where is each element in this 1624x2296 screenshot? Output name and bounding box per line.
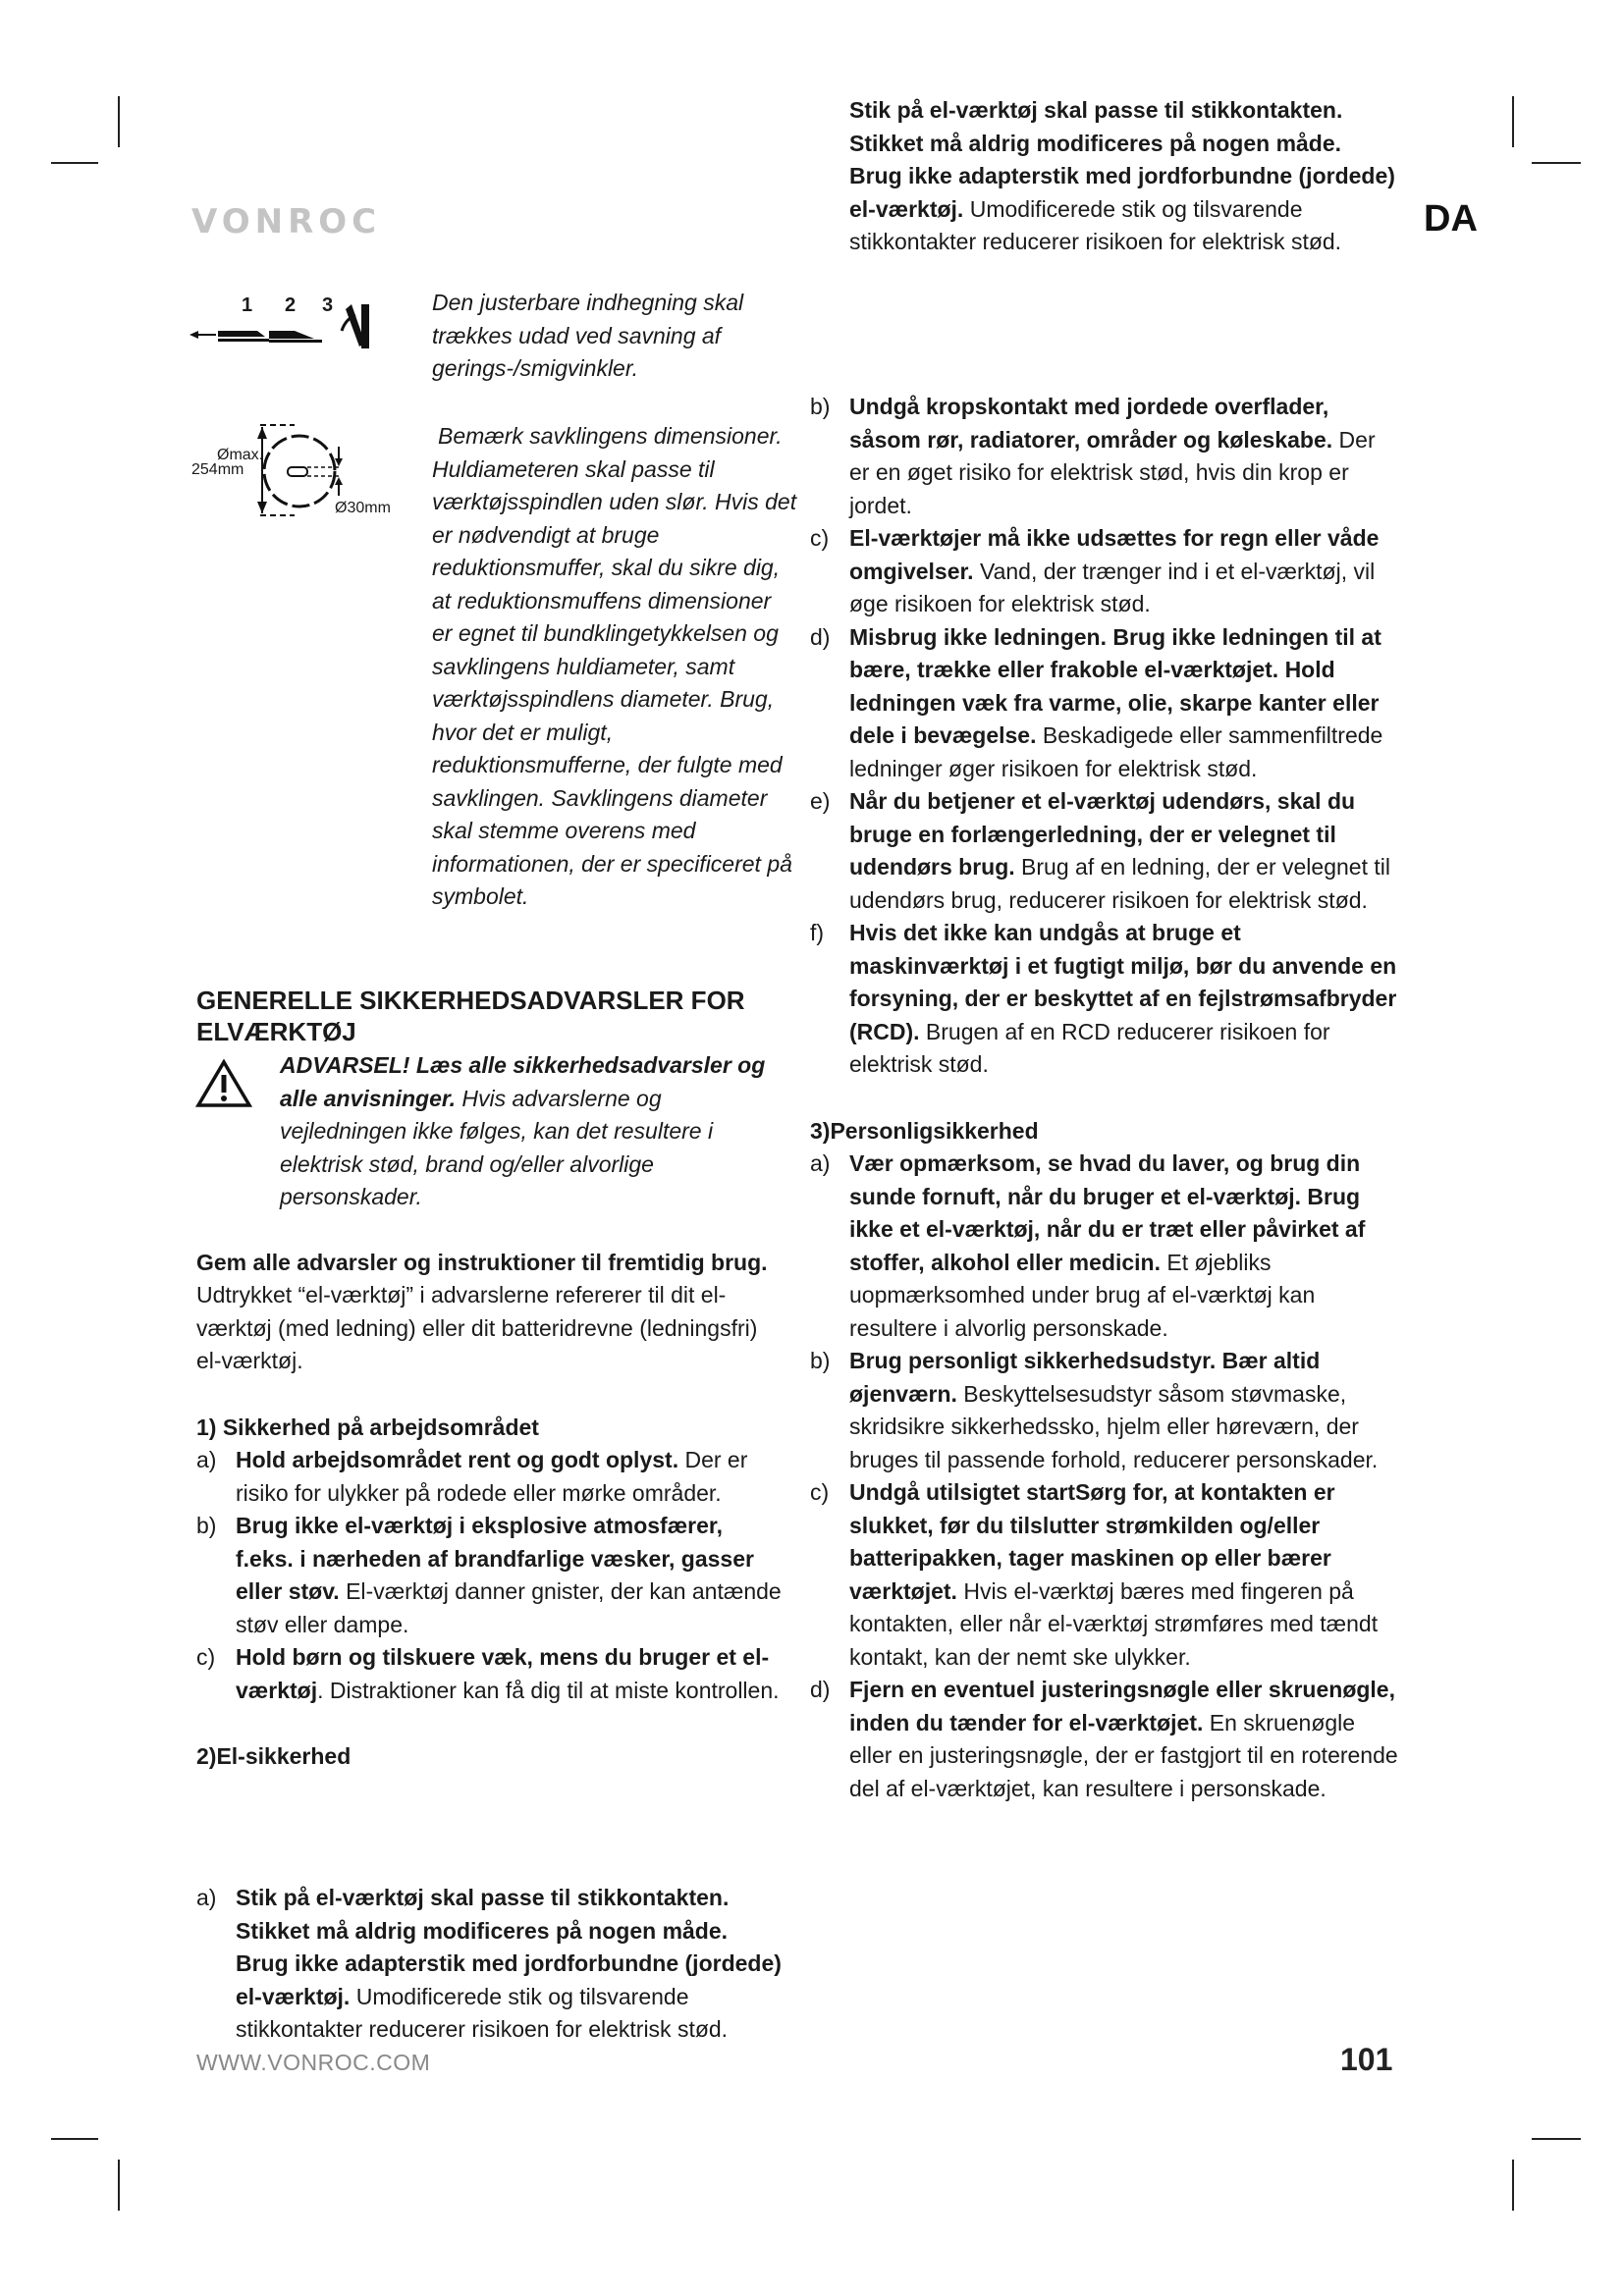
item-label: c): [810, 525, 830, 551]
list-item: [196, 1882, 785, 2047]
item-text: Brugen af en RCD reducerer risikoen for elektrisk stød.: [849, 1018, 1330, 1077]
crop-mark: [51, 2138, 98, 2140]
item-text: Der er en øget risiko for elektrisk stød, hvis din krop er jordet.: [849, 426, 1376, 518]
item-text: Beskyttelsesudstyr såsom støvmaske, skridsikre sikkerhedssko, hjelm eller høreværn, der bruges til passende forhold, reducerer personskader.: [849, 1380, 1379, 1472]
fence-step-2: 2: [285, 294, 297, 316]
warning-bold: ADVARSEL! Læs alle sikkerhedsadvarsler og alle anvisninger.: [280, 1052, 766, 1111]
fence-instructions: [432, 287, 797, 386]
footer-url[interactable]: WWW.VONROC.COM: [196, 2050, 431, 2075]
item-label: a): [196, 1447, 217, 1472]
fence-text: Den justerbare indhegning skal trækkes udad ved savning af gerings-/smigvinkler.: [432, 290, 744, 381]
item-label: c): [810, 1479, 830, 1505]
fence-icon: [187, 290, 412, 358]
item-label: a): [196, 1885, 217, 1910]
left-column: [196, 985, 785, 1774]
item-label: c): [196, 1644, 216, 1670]
left-column-continuation: [196, 1882, 785, 2042]
bore-diameter-label: Ø30mm: [335, 500, 391, 516]
list-item: [196, 1641, 785, 1707]
list-item-continued: [810, 94, 1399, 259]
list-item: [810, 1345, 1399, 1476]
item-label: b): [810, 1348, 831, 1373]
item-text: Brug af en ledning, der er velegnet til udendørs brug, reducerer risikoen for elektrisk stød.: [849, 854, 1390, 913]
warning-block: [196, 1049, 785, 1214]
blade-instructions: [432, 420, 797, 914]
section-heading: GENERELLE SIKKERHEDSADVARSLER FOR ELVÆRKTØJ: [196, 986, 745, 1046]
item-bold: Stik på el-værktøj skal passe til stikkontakten. Stikket må aldrig modificeres på nogen måde. Brug ikke adapterstik med jordforbundne (jordede) el-værktøj.: [849, 97, 1395, 222]
item-label: d): [810, 1677, 831, 1702]
item-bold: Hold arbejdsområdet rent og godt oplyst.: [236, 1447, 679, 1472]
item-bold: El-værktøjer må ikke udsættes for regn eller våde omgivelser.: [849, 525, 1380, 584]
item-label: a): [810, 1150, 831, 1176]
list-item: [810, 522, 1399, 621]
item-bold: Fjern en eventuel justeringsnøgle eller skruenøgle, inden du tænder for el-værktøjet.: [849, 1677, 1395, 1735]
item-text: El-værktøj danner gnister, der kan antænde støv eller dampe.: [236, 1578, 782, 1637]
warning-icon: [196, 1059, 251, 1108]
language-code: DA: [1424, 198, 1478, 240]
list-item: [196, 1510, 785, 1641]
item-bold: Misbrug ikke ledningen. Brug ikke ledningen til at bære, trække eller frakoble el-værktøjet. Hold ledningen væk fra varme, olie, skarpe kanter eller dele i bevægelse.: [849, 623, 1381, 748]
item-label: d): [810, 623, 831, 650]
crop-mark: [1512, 96, 1514, 147]
item-bold: Undgå kropskontakt med jordede overflader, såsom rør, radiatorer, områder og køleskabe.: [849, 394, 1333, 453]
list-item: [810, 785, 1399, 917]
blade-max-value: 254mm: [191, 461, 244, 478]
item-bold: Hvis det ikke kan undgås at bruge et maskinværktøj i et fugtigt miljø, bør du anvende en forsyning, der er beskyttet af en fejlstrømsafbryder (RCD).: [849, 920, 1397, 1044]
item-continuation: [810, 97, 1399, 291]
item-bold: Stik på el-værktøj skal passe til stikkontakten. Stikket må aldrig modificeres på nogen måde. Brug ikke adapterstik med jordforbundne (jordede) el-værktøj.: [236, 1885, 782, 2009]
item-bold: Brug ikke el-værktøj i eksplosive atmosfærer, f.eks. i nærheden af brandfarlige væsker, gasser eller støv.: [236, 1513, 754, 1604]
item-bold: Undgå utilsigtet startSørg for, at kontakten er slukket, før du tilslutter strømkilden og/eller batteripakken, tager maskinen op eller bærer værktøjet.: [849, 1479, 1335, 1604]
section2-title: 2)El-sikkerhed: [196, 1743, 352, 1769]
item-bold: Brug personligt sikkerhedsudstyr. Bær altid øjenværn.: [849, 1348, 1321, 1407]
list-item: [810, 1674, 1399, 1805]
list-item: [810, 1476, 1399, 1674]
fence-step-1: 1: [242, 294, 253, 316]
keep-instructions-heading: Gem alle advarsler og instruktioner til fremtidig brug.: [196, 1249, 768, 1275]
list-item: [810, 391, 1399, 522]
section1-title: 1) Sikkerhed på arbejdsområdet: [196, 1414, 539, 1440]
item-label: e): [810, 788, 831, 814]
blade-dimension-figure: [191, 417, 417, 525]
crop-mark: [118, 96, 120, 147]
item-bold: Hold børn og tilskuere væk, mens du bruger et el-værktøj: [236, 1644, 770, 1703]
list-item: [196, 1444, 785, 1510]
warning-text: Hvis advarslerne og vejledningen ikke følges, kan det resultere i elektrisk stød, brand og/eller alvorlige personskader.: [280, 1085, 714, 1209]
section3-title: 3)Personligsikkerhed: [810, 1117, 1039, 1144]
list-item: [810, 917, 1399, 1082]
item-text: En skruenøgle eller en justeringsnøgle, der er fastgjort til en roterende del af el-værktøjet, kan resultere i personskade.: [849, 1709, 1398, 1801]
brand-logo: VONROC: [191, 202, 382, 241]
crop-mark: [118, 2160, 120, 2211]
crop-mark: [1532, 162, 1581, 164]
item-text: Vand, der trænger ind i et el-værktøj, vil øge risikoen for elektrisk stød.: [849, 558, 1376, 616]
crop-mark: [1532, 2138, 1581, 2140]
item-text: Der er risiko for ulykker på rodede eller mørke områder.: [236, 1447, 748, 1506]
item-label: b): [196, 1513, 217, 1538]
fence-figure: [187, 290, 412, 358]
blade-max-label: Ømax.: [217, 447, 264, 463]
list-item: [810, 621, 1399, 786]
item-label: b): [810, 394, 831, 419]
crop-mark: [1512, 2160, 1514, 2211]
item-text: Et øjebliks uopmærksomhed under brug af el-værktøj kan resultere i alvorlig personskade.: [849, 1249, 1316, 1341]
right-column: [810, 97, 1399, 1805]
item-text: . Distraktioner kan få dig til at miste kontrollen.: [317, 1677, 780, 1703]
fence-step-3: 3: [322, 294, 334, 316]
crop-mark: [51, 162, 98, 164]
item-text: Umodificerede stik og tilsvarende stikkontakter reducerer risikoen for elektrisk stød.: [236, 1983, 729, 2042]
list-item: [810, 1148, 1399, 1345]
item-bold: Når du betjener et el-værktøj udendørs, skal du bruge en forlængerledning, der er velegnet til udendørs brug.: [849, 788, 1356, 880]
item-text: Beskadigede eller sammenfiltrede ledninger øger risikoen for elektrisk stød.: [849, 722, 1383, 781]
item-text: Umodificerede stik og tilsvarende stikkontakter reducerer risikoen for elektrisk stød.: [849, 195, 1342, 254]
item-bold: Vær opmærksom, se hvad du laver, og brug din sunde fornuft, når du bruger et el-værktøj. Brug ikke et el-værktøj, når du er træt eller påvirket af stoffer, alkohol eller medicin.: [849, 1150, 1366, 1275]
keep-instructions-text: Udtrykket “el-værktøj” i advarslerne refererer til dit el-værktøj (med ledning) eller dit batteridrevne (ledningsfri) el-værktøj.: [196, 1282, 758, 1373]
item-text: Hvis el-værktøj bæres med fingeren på kontakten, eller når el-værktøj strømføres med tændt kontakt, kan der nemt ske ulykker.: [849, 1577, 1379, 1670]
page-number: 101: [1340, 2042, 1393, 2077]
item-label: f): [810, 920, 825, 945]
blade-text: Bemærk savklingens dimensioner. Huldiameteren skal passe til værktøjsspindlen uden slør. Hvis det er nødvendigt at bruge reduktionsmuffer, skal du sikre dig, at reduktionsmuffens dimensioner er egnet til bundklingetykkelsen og savklingens huldiameter, samt værktøjsspindlens diameter. Brug, hvor det er muligt, reduktionsmufferne, der fulgte med savklingen. Savklingens diameter skal stemme overens med informationen, der er specificeret på symbolet.: [432, 423, 797, 909]
